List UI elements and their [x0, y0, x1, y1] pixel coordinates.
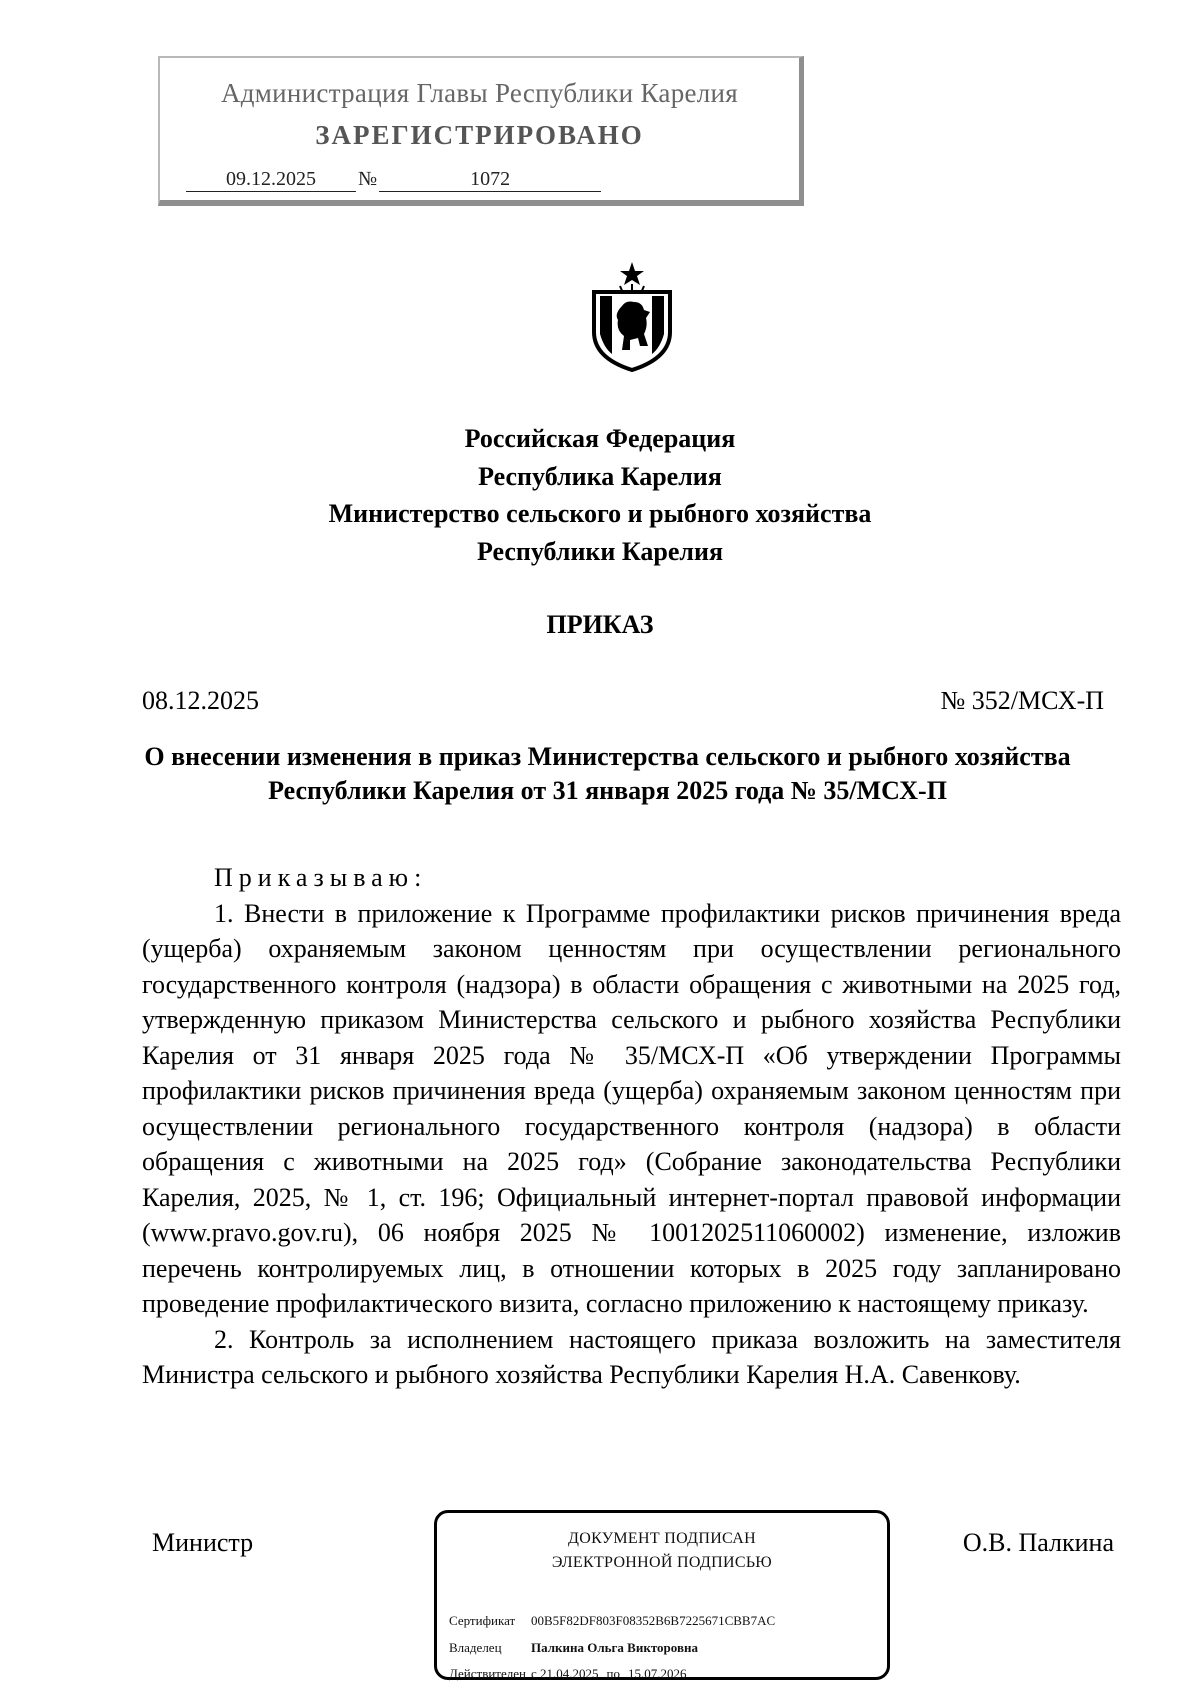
stamp-registration-line — [186, 168, 601, 192]
signatory-role: Министр — [152, 1528, 254, 1557]
header-republic: Республика Карелия — [478, 461, 722, 491]
header-ministry: Министерство сельского и рыбного хозяйства — [328, 499, 872, 528]
stamp-number: 1072 — [379, 168, 601, 192]
esig-title-line2: ЭЛЕКТРОННОЙ ПОДПИСЬЮ — [551, 1554, 773, 1571]
esig-certificate-row — [449, 1613, 775, 1629]
esig-owner: Палкина Ольга Викторовна — [531, 1640, 698, 1655]
esig-valid-to: 15.07.2026 — [628, 1666, 687, 1681]
header-ministry-region: Республики Карелия — [476, 536, 724, 566]
esig-valid-to-prefix: по — [606, 1666, 620, 1681]
signatory-name: О.В. Палкина — [962, 1528, 1114, 1557]
esig-valid-from-prefix: с — [531, 1666, 537, 1681]
document-type: ПРИКАЗ — [546, 610, 654, 639]
esig-valid-from: 21.04.2025 — [540, 1666, 599, 1681]
esig-validity-row — [449, 1666, 687, 1682]
document-subject: О внесении изменения в приказ Министерства сельского и рыбного хозяйства Республики Карелия от 31 января 2025 года № 35/МСХ-П — [144, 742, 1071, 805]
esig-title — [437, 1527, 887, 1575]
esig-title-line1: ДОКУМЕНТ ПОДПИСАН — [568, 1530, 756, 1547]
esig-valid-label: Действителен — [449, 1666, 526, 1681]
stamp-organization: Администрация Главы Республики Карелия — [220, 78, 739, 108]
esig-owner-row — [449, 1640, 698, 1656]
header-country: Российская Федерация — [464, 424, 736, 453]
stamp-number-label: № — [358, 168, 378, 190]
document-header — [0, 420, 1200, 570]
paragraph-2: 2. Контроль за исполнением настоящего приказа возложить на заместителя Министра сельского и рыбного хозяйства Республики Карелия Н.А. Савенкову. — [142, 1324, 1121, 1389]
coat-star — [620, 262, 644, 285]
document-body — [142, 860, 1121, 1393]
esig-certificate: 00B5F82DF803F08352B6B7225671CBB7AC — [531, 1613, 776, 1628]
document-number: № 352/МСХ-П — [940, 686, 1104, 715]
stamp-date: 09.12.2025 — [186, 168, 356, 192]
electronic-signature-box — [434, 1510, 890, 1680]
esig-owner-label: Владелец — [449, 1640, 502, 1655]
karelia-coat-of-arms-icon — [586, 262, 678, 372]
registration-stamp — [158, 56, 804, 206]
order-word: Приказываю: — [214, 863, 428, 892]
stamp-status: ЗАРЕГИСТРИРОВАНО — [315, 120, 644, 150]
esig-certificate-label: Сертификат — [449, 1613, 516, 1628]
document-date: 08.12.2025 — [142, 686, 259, 715]
paragraph-1: 1. Внести в приложение к Программе профилактики рисков причинения вреда (ущерба) охраняемым законом ценностям при осуществлении регионального государственного контроля (надзора) в области обращения с животными на 2025 год, утвержденную приказом Министерства сельского и рыбного хозяйства Республики Карелия от 31 января 2025 года № 35/МСХ-П «Об утверждении Программы профилактики рисков причинения вреда (ущерба) охраняемым законом ценностям при осуществлении регионального государственного контроля (надзора) в области обращения с животными на 2025 год» (Собрание законодательства Республики Карелия, 2025, № 1, ст. 196; Официальный интернет-портал правовой информации (www.pravo.gov.ru), 06 ноября 2025 № 1001202511060002) изменение, изложив перечень контролируемых лиц, в отношении которых в 2025 году запланировано проведение профилактического визита, согласно приложению к настоящему приказу. — [142, 898, 1121, 1318]
